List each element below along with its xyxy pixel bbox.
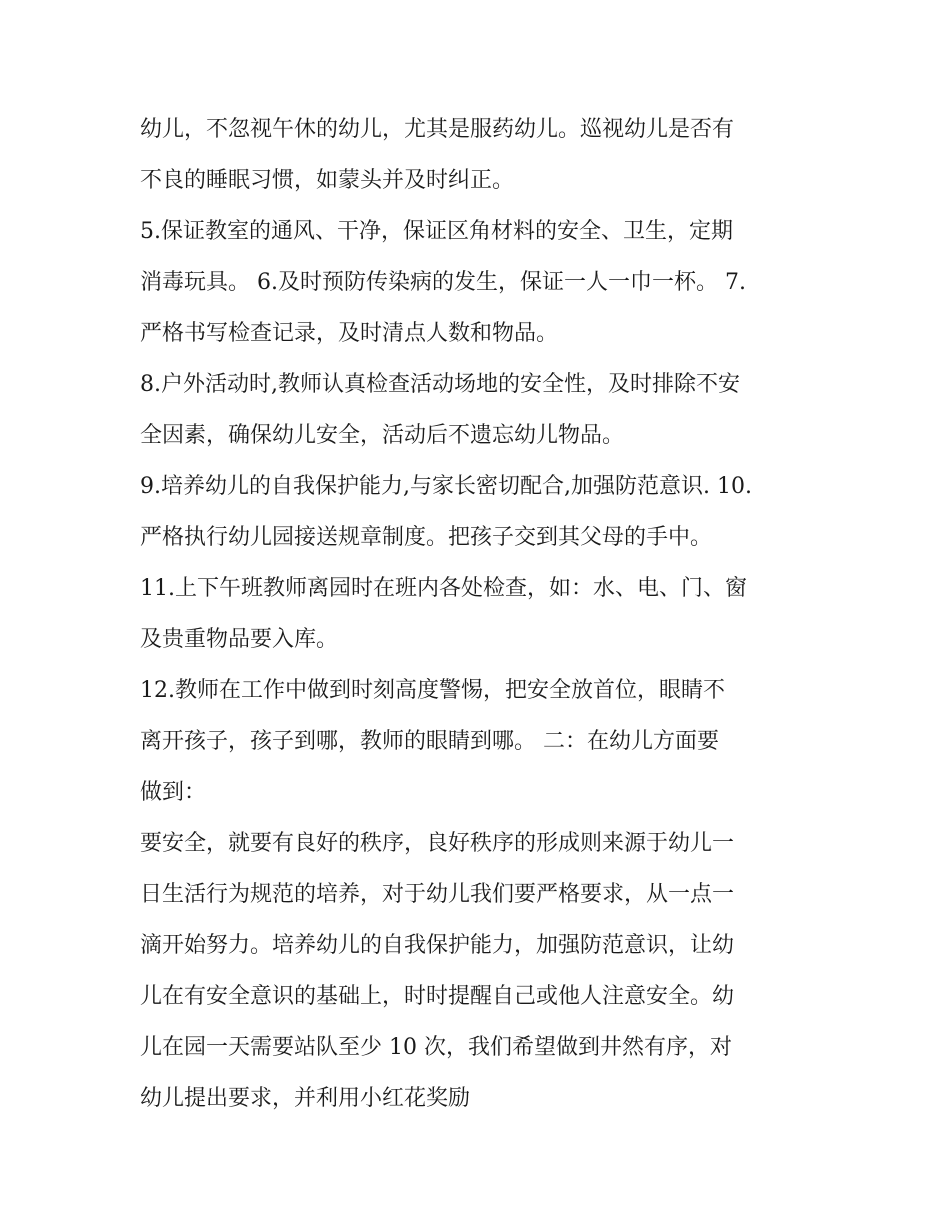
- text-line: 12.教师在工作中做到时刻高度警惕，把安全放首位，眼睛不: [140, 678, 725, 703]
- text-line: 严格书写检查记录，及时清点人数和物品。: [140, 321, 559, 346]
- text-line: 离开孩子，孩子到哪，教师的眼睛到哪。 二：在幼儿方面要: [140, 729, 719, 754]
- text-line: 日生活行为规范的培养，对于幼儿我们要严格要求，从一点一: [140, 882, 735, 907]
- text-line: 不良的睡眠习惯，如蒙头并及时纠正。: [140, 168, 515, 193]
- text-line: 9.培养幼儿的自我保护能力,与家长密切配合,加强防范意识. 10.: [140, 474, 752, 499]
- text-line: 5.保证教室的通风、干净，保证区角材料的安全、卫生，定期: [140, 219, 733, 244]
- text-line: 严格执行幼儿园接送规章制度。把孩子交到其父母的手中。: [140, 525, 713, 550]
- text-line: 幼儿提出要求，并利用小红花奖励: [140, 1086, 471, 1111]
- text-line: 儿在有安全意识的基础上，时时提醒自己或他人注意安全。幼: [140, 984, 735, 1009]
- text-line: 儿在园一天需要站队至少 10 次，我们希望做到井然有序，对: [140, 1035, 732, 1060]
- text-line: 要安全，就要有良好的秩序，良好秩序的形成则来源于幼儿一: [140, 831, 735, 856]
- text-line: 消毒玩具。 6.及时预防传染病的发生，保证一人一巾一杯。 7.: [140, 270, 746, 295]
- text-line: 11.上下午班教师离园时在班内各处检查，如：水、电、门、窗: [140, 576, 747, 601]
- text-line: 全因素，确保幼儿安全，活动后不遗忘幼儿物品。: [140, 423, 625, 448]
- text-line: 做到：: [140, 780, 207, 805]
- body-text: [140, 104, 812, 1124]
- text-line: 滴开始努力。培养幼儿的自我保护能力，加强防范意识，让幼: [140, 933, 735, 958]
- text-line: 及贵重物品要入库。: [140, 627, 339, 652]
- text-line: 幼儿，不忽视午休的幼儿，尤其是服药幼儿。巡视幼儿是否有: [140, 117, 735, 142]
- text-line: 8.户外活动时,教师认真检查活动场地的安全性，及时排除不安: [140, 372, 740, 397]
